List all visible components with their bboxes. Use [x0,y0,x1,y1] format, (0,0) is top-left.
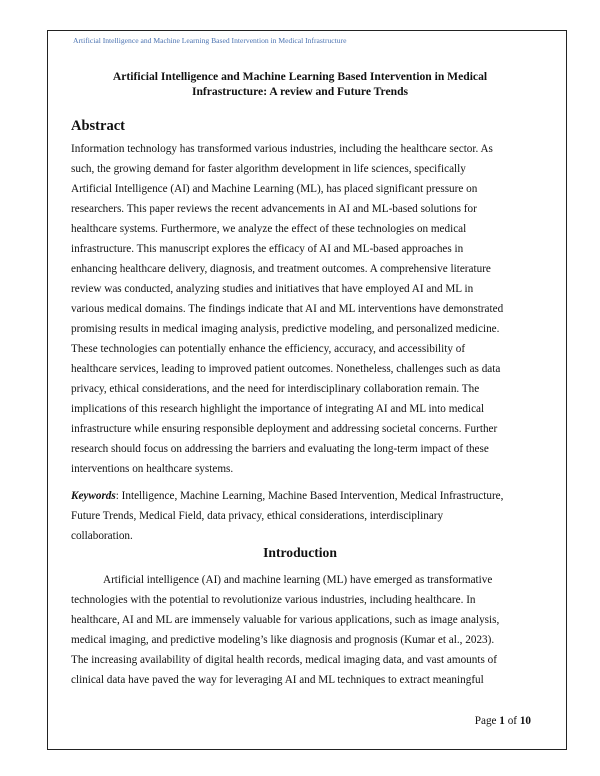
keywords-block [71,486,541,546]
introduction-line: healthcare, AI and ML are immensely valuable for various applications, such as image analysis, [71,614,500,626]
abstract-line: review was conducted, analyzing studies and initiatives that have employed AI and ML in [71,283,474,295]
keywords-line [71,486,541,506]
abstract-line: healthcare systems. Furthermore, we analyze the effect of these technologies on medical [71,223,467,235]
abstract-line: research should focus on addressing the barriers and evaluating the long-term impact of these [71,443,489,455]
abstract-heading: Abstract [71,118,125,134]
paper-title [80,69,520,99]
abstract-line: such, the growing demand for faster algorithm development in life sciences, specifically [71,163,466,175]
abstract-line: privacy, ethical considerations, and the need for interdisciplinary collaboration remain. The [71,383,480,395]
abstract-line: promising results in medical imaging analysis, predictive modeling, and personalized medicine. [71,323,500,335]
abstract-line: various medical domains. The findings indicate that AI and ML interventions have demonstrated [71,303,504,315]
introduction-line: The increasing availability of digital health records, medical imaging data, and vast amounts of [71,654,497,666]
introduction-heading: Introduction [263,545,337,560]
abstract-line: enhancing healthcare delivery, diagnosis, and treatment outcomes. A comprehensive literature [71,263,491,275]
introduction-line: clinical data have paved the way for leveraging AI and ML techniques to extract meaningful [71,674,484,686]
keywords-line: collaboration. [71,530,133,542]
of-word: of [507,715,518,727]
keywords-label: Keywords [71,490,116,502]
paper-title-line-2: Infrastructure: A review and Future Trends [191,85,409,98]
abstract-line: infrastructure. This manuscript explores the efficacy of AI and ML-based approaches in [71,243,464,255]
introduction-body [71,570,541,690]
introduction-line: medical imaging, and predictive modeling’s like diagnosis and prognosis (Kumar et al., 2023). [71,634,495,646]
abstract-line: infrastructure while ensuring responsible deployment and addressing societal concerns. Further [71,423,498,435]
abstract-line: interventions on healthcare systems. [71,463,234,475]
abstract-line: implications of this research highlight the importance of integrating AI and ML into medical [71,403,485,415]
abstract-line: researchers. This paper reviews the recent advancements in AI and ML-based solutions for [71,203,477,215]
abstract-body [71,139,541,479]
keywords-text: : Intelligence, Machine Learning, Machine Based Intervention, Medical Infrastructure, [115,490,504,502]
page-footer [475,715,531,727]
introduction-line: technologies with the potential to revolutionize various industries, including healthcare. In [71,594,476,606]
page-word: Page [474,715,497,727]
page-number: 1 [499,715,505,727]
keywords-line: Future Trends, Medical Field, data privacy, ethical considerations, interdisciplinary [71,510,444,522]
abstract-line: Artificial Intelligence (AI) and Machine Learning (ML), has placed significant pressure on [71,183,478,195]
running-head: Artificial Intelligence and Machine Learning Based Intervention in Medical Infrastructure [73,36,347,45]
abstract-line: healthcare services, leading to improved patient outcomes. Nonetheless, challenges such as data [71,363,501,375]
abstract-line: Information technology has transformed various industries, including the healthcare sector. As [71,143,493,155]
introduction-line: Artificial intelligence (AI) and machine learning (ML) have emerged as transformative [103,574,493,586]
paper-title-line-1: Artificial Intelligence and Machine Learning Based Intervention in Medical [112,70,488,83]
abstract-line: These technologies can potentially enhance the efficiency, accuracy, and accessibility of [71,343,466,355]
total-pages: 10 [519,715,531,727]
